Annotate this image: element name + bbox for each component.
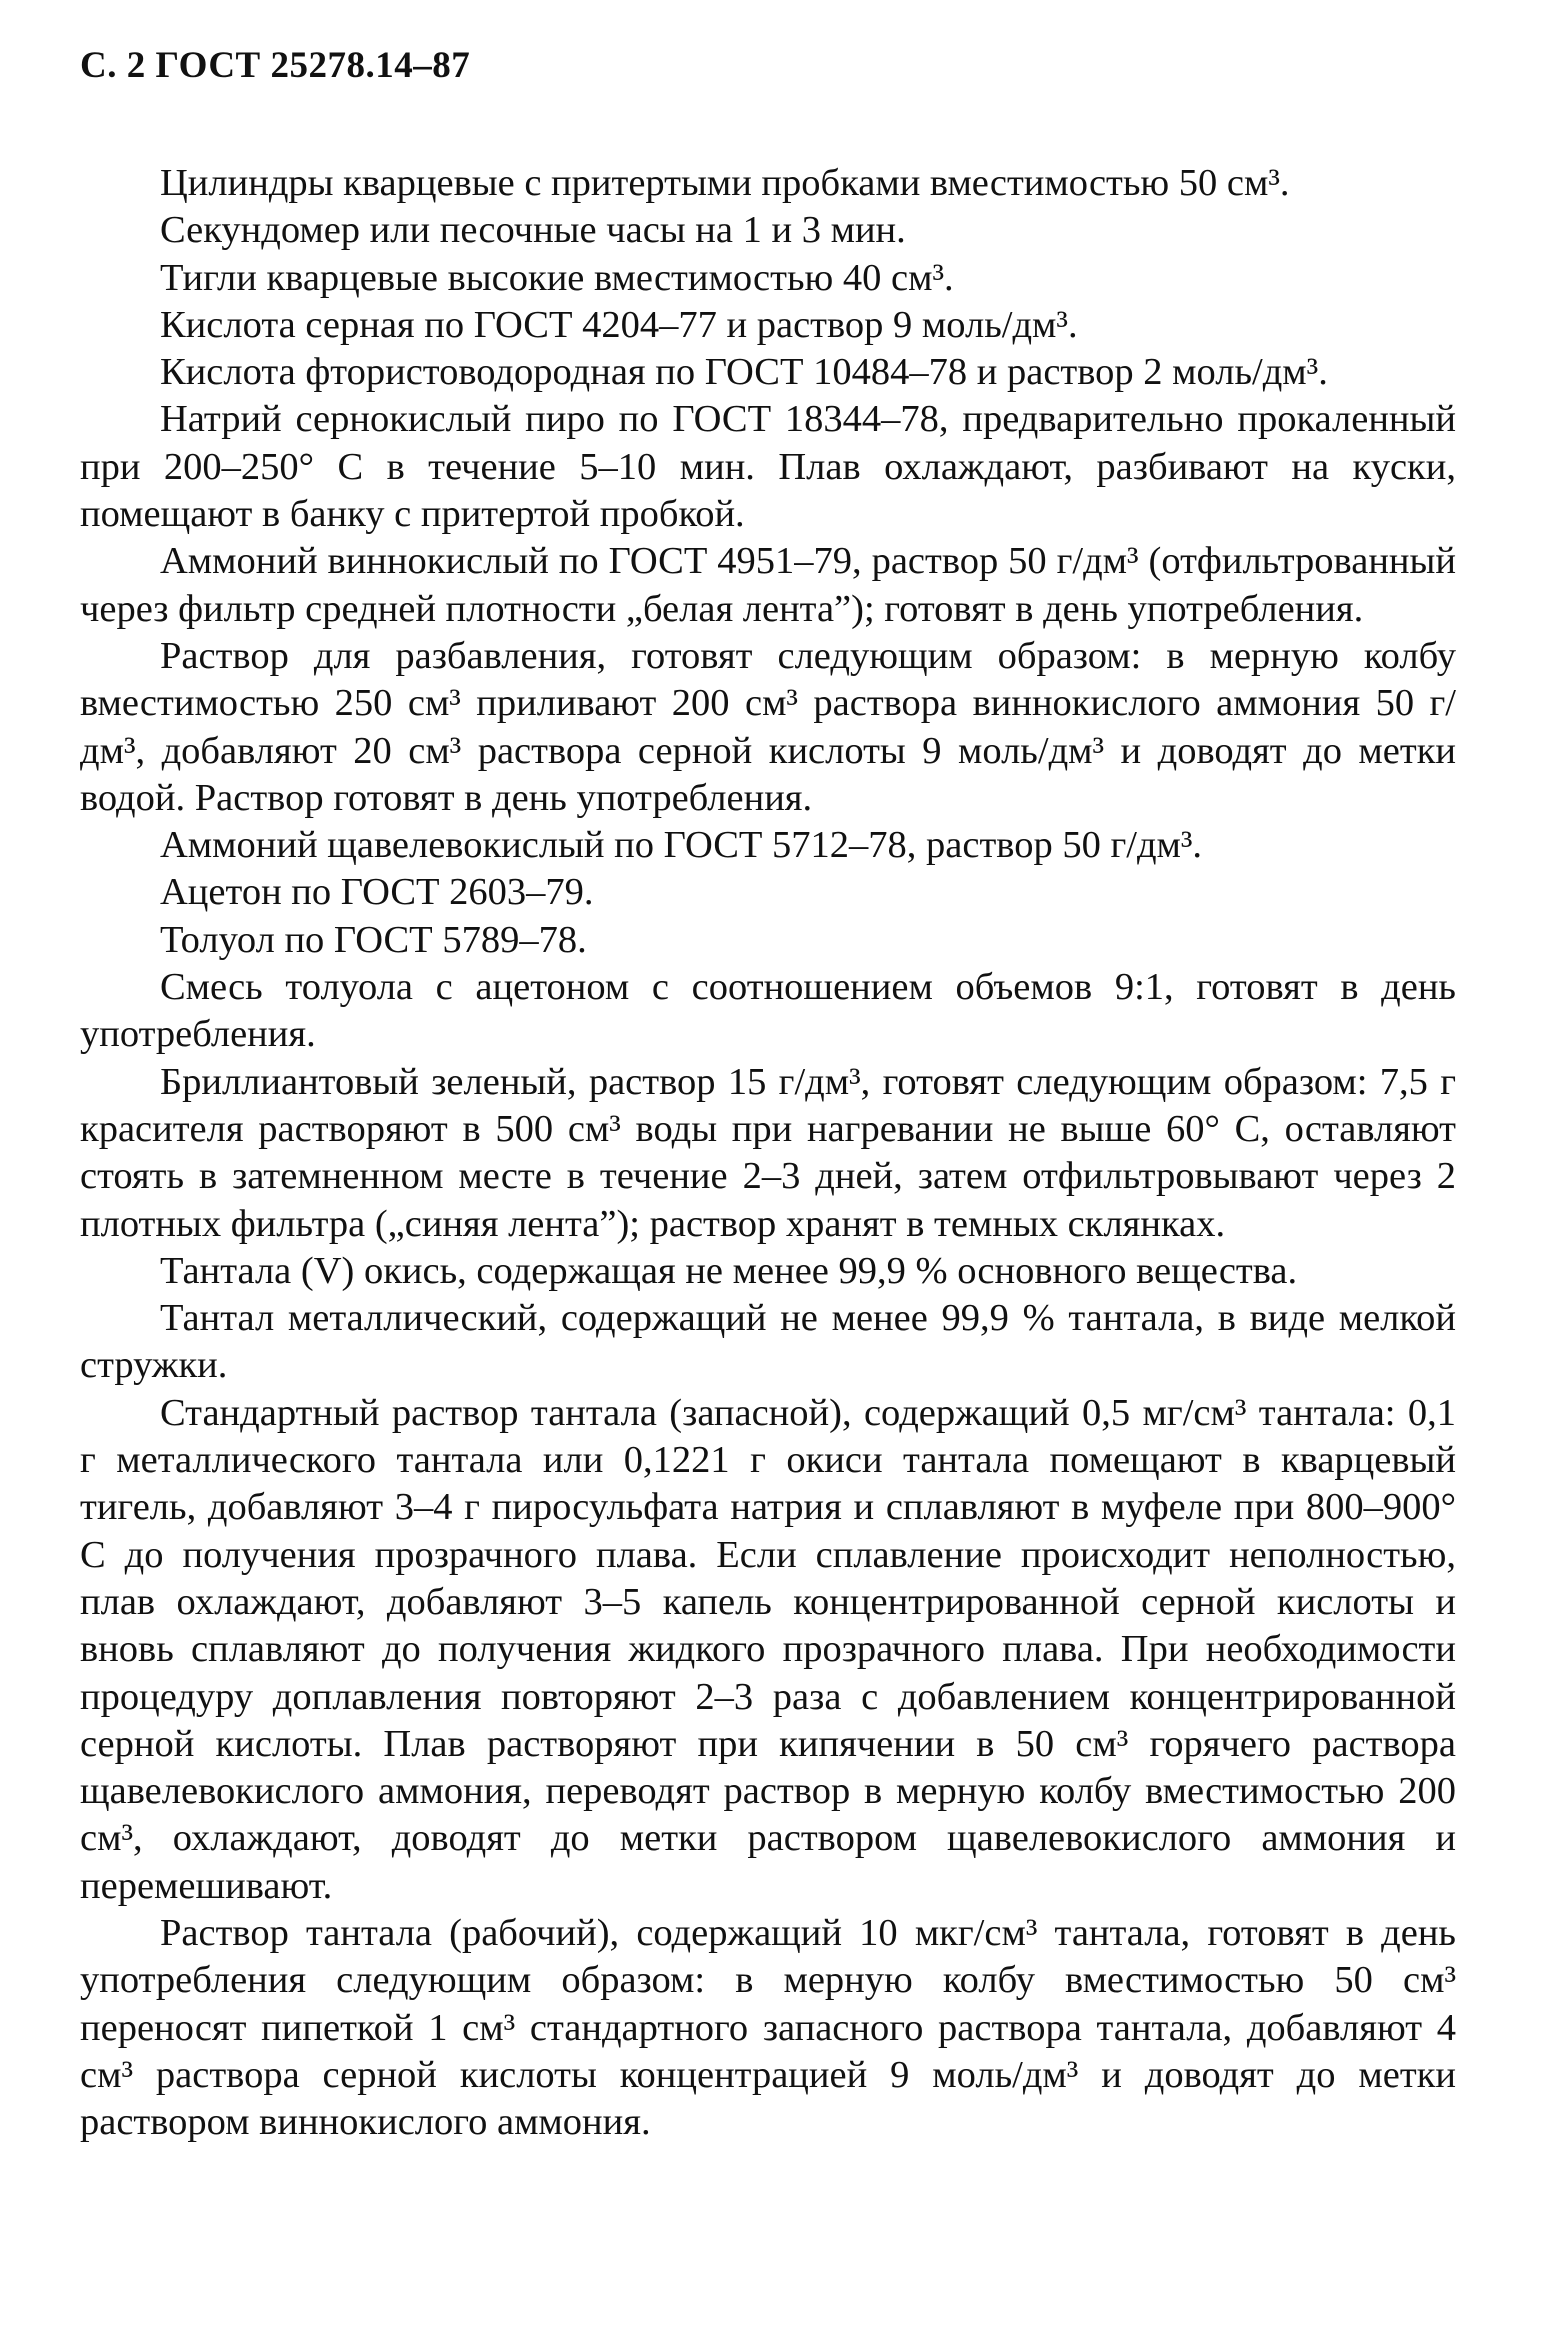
paragraph-toluene-acetone-mixture: Смесь толуола с ацетоном с соотношением объемов 9:1, готовят в день употребления. [80, 966, 1456, 1056]
paragraph-tantalum-oxide: Тантала (V) окись, содержащая не менее 99,9 % основного вещества. [160, 1249, 1298, 1292]
paragraph-acetone: Ацетон по ГОСТ 2603–79. [160, 871, 594, 914]
paragraph-stopwatch: Секундомер или песочные часы на 1 и 3 мин. [160, 209, 906, 252]
paragraph-quartz-cylinders: Цилиндры кварцевые с притертыми пробками вместимостью 50 см³. [160, 162, 1290, 204]
paragraph-tantalum-stock-solution: Стандартный раствор тантала (запасной), содержащий 0,5 мг/см³ тантала: 0,1 г металлического тантала или 0,1221 г окиси тантала помещают в кварцевый тигель, добавляют 3–4 г пиросульфата натрия и сплавляют в муфеле при 800–900° С до получения прозрачного плава. Если сплавление происходит неполностью, плав охлаждают, добавляют 3–5 капель концентрированной серной кислоты и вновь сплавляют до получения жидкого прозрачного плава. При необходимости процедуру доплавления повторяют 2–3 раза с добавлением концентрированной серной кислоты. Плав растворяют при кипячении в 50 см³ горячего раствора щавелевокислого аммония, переводят раствор в мерную колбу вместимостью 200 см³, охлаждают, доводят до метки раствором щавелевокислого аммония и перемешивают. [80, 1391, 1456, 1907]
document-body [80, 160, 1456, 2146]
paragraph-tantalum-working-solution: Раствор тантала (рабочий), содержащий 10 мкг/см³ тантала, готовят в день употребления следующим образом: в мерную колбу вместимостью 50 см³ переносят пипеткой 1 см³ стандартного запасного раствора тантала, добавляют 4 см³ раствора серной кислоты концентрацией 9 моль/дм³ и доводят до метки раствором виннокислого аммония. [80, 1911, 1456, 2144]
paragraph-sodium-pyrosulfate: Натрий сернокислый пиро по ГОСТ 18344–78, предварительно прокаленный при 200–250° С в течение 5–10 мин. Плав охлаждают, разбивают на куски, помещают в банку с притертой пробкой. [80, 398, 1456, 536]
paragraph-ammonium-tartrate: Аммоний виннокислый по ГОСТ 4951–79, раствор 50 г/дм³ (отфильтрованный через фильтр средней плотности „белая лента”); готовят в день употребления. [80, 540, 1456, 630]
paragraph-dilution-solution: Раствор для разбавления, готовят следующим образом: в мерную колбу вместимостью 250 см³ приливают 200 см³ раствора виннокислого аммония 50 г/дм³, добавляют 20 см³ раствора серной кислоты 9 моль/дм³ и доводят до метки водой. Раствор готовят в день употребления. [80, 634, 1456, 819]
paragraph-hydrofluoric-acid: Кислота фтористоводородная по ГОСТ 10484–78 и раствор 2 моль/дм³. [160, 351, 1328, 394]
paragraph-tantalum-metal: Тантал металлический, содержащий не менее 99,9 % тантала, в виде мелкой стружки. [80, 1297, 1456, 1387]
paragraph-quartz-crucibles: Тигли кварцевые высокие вместимостью 40 см³. [160, 256, 954, 299]
page-header: С. 2 ГОСТ 25278.14–87 [80, 45, 471, 86]
paragraph-sulfuric-acid: Кислота серная по ГОСТ 4204–77 и раствор 9 моль/дм³. [160, 303, 1078, 346]
paragraph-toluene: Толуол по ГОСТ 5789–78. [160, 918, 587, 961]
paragraph-ammonium-oxalate: Аммоний щавелевокислый по ГОСТ 5712–78, раствор 50 г/дм³. [160, 824, 1203, 867]
paragraph-brilliant-green: Бриллиантовый зеленый, раствор 15 г/дм³, готовят следующим образом: 7,5 г красителя растворяют в 500 см³ воды при нагревании не выше 60° С, оставляют стоять в затемненном месте в течение 2–3 дней, затем отфильтровывают через 2 плотных фильтра („синяя лента”); раствор хранят в темных склянках. [80, 1060, 1456, 1245]
